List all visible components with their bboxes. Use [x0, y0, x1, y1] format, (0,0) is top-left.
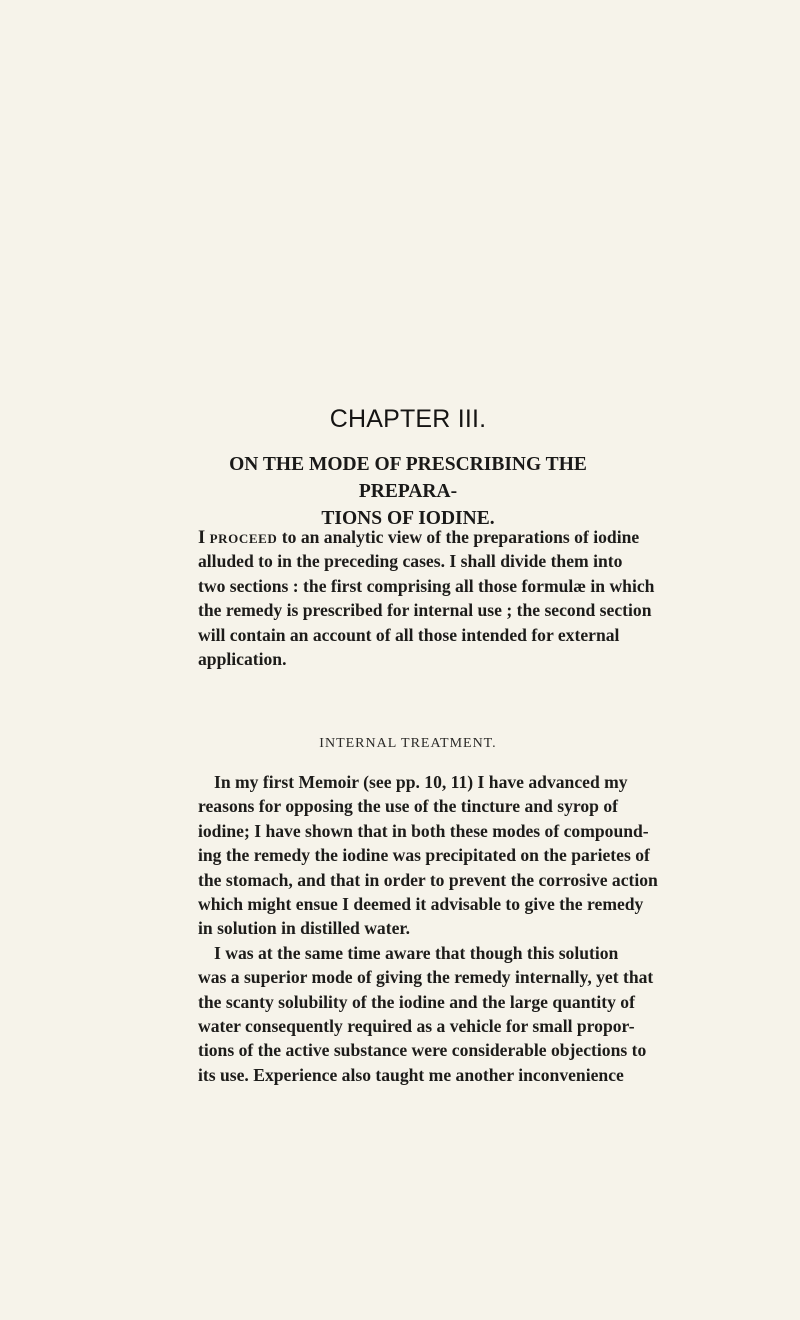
paragraph-solution [198, 941, 654, 1087]
intro-first-line [198, 525, 640, 549]
intro-line: application. [198, 648, 287, 669]
paragraph-line: water consequently required as a vehicle for small propor- [198, 1015, 635, 1036]
paragraph-memoir [198, 770, 658, 941]
intro-paragraph [198, 525, 655, 671]
intro-line: the remedy is prescribed for internal use ; the second section [198, 600, 652, 621]
paragraph-line: ing the remedy the iodine was precipitated on the parietes of [198, 845, 650, 866]
paragraph-line: its use. Experience also taught me another inconvenience [198, 1064, 624, 1085]
body-text [198, 770, 658, 1087]
intro-line: two sections : the first comprising all those formulæ in which [198, 575, 655, 596]
paragraph-line: tions of the active substance were considerable objections to [198, 1040, 647, 1061]
paragraph-line: iodine; I have shown that in both these modes of compound- [198, 820, 649, 841]
paragraph-line: the stomach, and that in order to prevent the corrosive action [198, 869, 658, 890]
paragraph-line: the scanty solubility of the iodine and the large quantity of [198, 991, 635, 1012]
intro-line: will contain an account of all those intended for external [198, 624, 620, 645]
paragraph-line: was a superior mode of giving the remedy internally, yet that [198, 967, 654, 988]
paragraph-line: which might ensue I deemed it advisable to give the remedy [198, 893, 644, 914]
intro-first-line-rest: to an analytic view of the preparations of iodine [277, 527, 640, 547]
paragraph-line: in solution in distilled water. [198, 918, 410, 939]
chapter-title [198, 451, 618, 532]
initial-letter: I [198, 528, 206, 548]
chapter-title-line: TIONS OF IODINE. [321, 508, 495, 529]
chapter-title-line: ON THE MODE OF PRESCRIBING THE PREPARA- [229, 454, 587, 502]
section-heading: INTERNAL TREATMENT. [319, 736, 497, 751]
paragraph-line: I was at the same time aware that though this solution [214, 942, 619, 963]
chapter-heading: CHAPTER III. [329, 405, 487, 433]
intro-line: alluded to in the preceding cases. I shall divide them into [198, 551, 623, 572]
paragraph-line: In my first Memoir (see pp. 10, 11) I have advanced my [214, 772, 628, 792]
lead-smallcaps: PROCEED [209, 531, 278, 546]
paragraph-line: reasons for opposing the use of the tincture and syrop of [198, 796, 619, 817]
